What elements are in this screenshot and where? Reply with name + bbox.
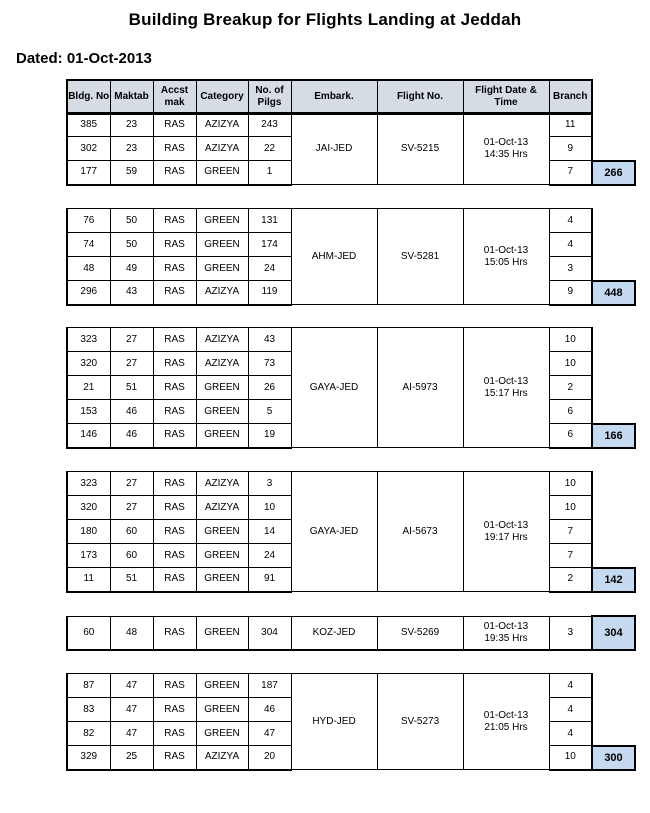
flight-group-table <box>66 112 636 186</box>
accst-mak-cell: RAS <box>153 520 196 544</box>
category-cell: GREEN <box>196 424 248 448</box>
bldg-no-cell: 320 <box>67 352 110 376</box>
pilgs-cell: 24 <box>248 257 291 281</box>
group-total: 304 <box>592 616 635 650</box>
category-cell: GREEN <box>196 544 248 568</box>
maktab-cell: 27 <box>110 496 153 520</box>
embark-cell: JAI-JED <box>291 113 377 185</box>
table-row <box>67 113 635 137</box>
maktab-cell: 48 <box>110 616 153 650</box>
bldg-no-cell: 87 <box>67 674 110 698</box>
blank-cell <box>592 328 635 352</box>
blank-cell <box>592 400 635 424</box>
flight-date-time-cell <box>463 209 549 305</box>
category-cell: GREEN <box>196 674 248 698</box>
page-title: Building Breakup for Flights Landing at Jeddah <box>128 10 522 29</box>
pilgs-cell: 22 <box>248 137 291 161</box>
bldg-no-cell: 323 <box>67 328 110 352</box>
branch-cell: 2 <box>549 568 592 592</box>
bldg-no-cell: 83 <box>67 698 110 722</box>
category-cell: GREEN <box>196 209 248 233</box>
accst-mak-cell: RAS <box>153 400 196 424</box>
group-total: 300 <box>592 746 635 770</box>
branch-cell: 7 <box>549 520 592 544</box>
pilgs-cell: 187 <box>248 674 291 698</box>
category-cell: GREEN <box>196 161 248 185</box>
header-no-of-pilgs: No. of Pilgs <box>248 80 291 114</box>
flight-no-cell: SV-5269 <box>377 616 463 650</box>
blank-cell <box>592 472 635 496</box>
bldg-no-cell: 82 <box>67 722 110 746</box>
flight-group <box>66 673 636 771</box>
accst-mak-cell: RAS <box>153 328 196 352</box>
category-cell: AZIZYA <box>196 472 248 496</box>
accst-mak-cell: RAS <box>153 113 196 137</box>
blank-cell <box>592 698 635 722</box>
category-cell: GREEN <box>196 698 248 722</box>
maktab-cell: 46 <box>110 400 153 424</box>
maktab-cell: 25 <box>110 746 153 770</box>
branch-cell: 9 <box>549 281 592 305</box>
bldg-no-cell: 60 <box>67 616 110 650</box>
bldg-no-cell: 323 <box>67 472 110 496</box>
accst-mak-cell: RAS <box>153 352 196 376</box>
accst-mak-cell: RAS <box>153 544 196 568</box>
flight-date: 01-Oct-13 <box>483 620 529 632</box>
branch-cell: 10 <box>549 328 592 352</box>
bldg-no-cell: 11 <box>67 568 110 592</box>
embark-cell: HYD-JED <box>291 674 377 770</box>
maktab-cell: 27 <box>110 328 153 352</box>
branch-cell: 3 <box>549 616 592 650</box>
pilgs-cell: 119 <box>248 281 291 305</box>
bldg-no-cell: 153 <box>67 400 110 424</box>
maktab-cell: 46 <box>110 424 153 448</box>
category-cell: GREEN <box>196 520 248 544</box>
header-flight-no: Flight No. <box>377 80 463 114</box>
flight-no-cell: SV-5215 <box>377 113 463 185</box>
flight-group <box>66 208 636 306</box>
maktab-cell: 59 <box>110 161 153 185</box>
header-category: Category <box>196 80 248 114</box>
pilgs-cell: 73 <box>248 352 291 376</box>
flight-date-time-cell <box>463 616 549 650</box>
category-cell: GREEN <box>196 400 248 424</box>
accst-mak-cell: RAS <box>153 568 196 592</box>
maktab-cell: 47 <box>110 698 153 722</box>
flight-group-table <box>66 615 636 651</box>
flight-group-table <box>66 673 636 771</box>
bldg-no-cell: 74 <box>67 233 110 257</box>
table-row <box>67 616 635 650</box>
pilgs-cell: 10 <box>248 496 291 520</box>
blank-cell <box>592 257 635 281</box>
blank-cell <box>592 674 635 698</box>
blank-cell <box>592 113 635 137</box>
bldg-no-cell: 329 <box>67 746 110 770</box>
flight-date-time-cell <box>463 674 549 770</box>
blank-cell <box>592 520 635 544</box>
maktab-cell: 51 <box>110 376 153 400</box>
accst-mak-cell: RAS <box>153 698 196 722</box>
flight-no-cell: AI-5673 <box>377 472 463 592</box>
branch-cell: 7 <box>549 544 592 568</box>
blank-cell <box>592 209 635 233</box>
group-total: 166 <box>592 424 635 448</box>
pilgs-cell: 26 <box>248 376 291 400</box>
pilgs-cell: 5 <box>248 400 291 424</box>
branch-cell: 2 <box>549 376 592 400</box>
category-cell: GREEN <box>196 722 248 746</box>
embark-cell: KOZ-JED <box>291 616 377 650</box>
bldg-no-cell: 173 <box>67 544 110 568</box>
branch-cell: 4 <box>549 209 592 233</box>
accst-mak-cell: RAS <box>153 674 196 698</box>
category-cell: AZIZYA <box>196 113 248 137</box>
maktab-cell: 47 <box>110 722 153 746</box>
table-row <box>67 472 635 496</box>
accst-mak-cell: RAS <box>153 722 196 746</box>
bldg-no-cell: 48 <box>67 257 110 281</box>
branch-cell: 4 <box>549 722 592 746</box>
branch-cell: 10 <box>549 472 592 496</box>
category-cell: GREEN <box>196 233 248 257</box>
blank-cell <box>592 352 635 376</box>
flight-time: 19:17 Hrs <box>484 531 528 543</box>
maktab-cell: 27 <box>110 352 153 376</box>
flight-no-cell: SV-5281 <box>377 209 463 305</box>
accst-mak-cell: RAS <box>153 161 196 185</box>
branch-cell: 10 <box>549 496 592 520</box>
flight-date: 01-Oct-13 <box>483 136 529 148</box>
table-row <box>67 328 635 352</box>
pilgs-cell: 14 <box>248 520 291 544</box>
pilgs-cell: 131 <box>248 209 291 233</box>
table-row <box>67 209 635 233</box>
flight-time: 15:05 Hrs <box>484 256 528 268</box>
pilgs-cell: 20 <box>248 746 291 770</box>
flight-group-table <box>66 471 636 593</box>
branch-cell: 10 <box>549 746 592 770</box>
pilgs-cell: 24 <box>248 544 291 568</box>
branch-cell: 4 <box>549 698 592 722</box>
maktab-cell: 60 <box>110 520 153 544</box>
dated-label: Dated: 01-Oct-2013 <box>16 50 152 67</box>
category-cell: GREEN <box>196 376 248 400</box>
accst-mak-cell: RAS <box>153 746 196 770</box>
maktab-cell: 47 <box>110 674 153 698</box>
header-bldg-no: Bldg. No <box>67 80 110 114</box>
category-cell: GREEN <box>196 257 248 281</box>
accst-mak-cell: RAS <box>153 376 196 400</box>
embark-cell: GAYA-JED <box>291 328 377 448</box>
accst-mak-cell: RAS <box>153 281 196 305</box>
maktab-cell: 50 <box>110 209 153 233</box>
pilgs-cell: 304 <box>248 616 291 650</box>
accst-mak-cell: RAS <box>153 496 196 520</box>
pilgs-cell: 1 <box>248 161 291 185</box>
pilgs-cell: 243 <box>248 113 291 137</box>
flight-no-cell: SV-5273 <box>377 674 463 770</box>
flight-date: 01-Oct-13 <box>483 244 529 256</box>
pilgs-cell: 43 <box>248 328 291 352</box>
blank-cell <box>592 376 635 400</box>
accst-mak-cell: RAS <box>153 257 196 281</box>
flight-group <box>66 112 636 186</box>
blank-cell <box>592 496 635 520</box>
flight-date-time-cell <box>463 472 549 592</box>
category-cell: GREEN <box>196 616 248 650</box>
blank-cell <box>592 233 635 257</box>
branch-cell: 6 <box>549 400 592 424</box>
branch-cell: 11 <box>549 113 592 137</box>
pilgs-cell: 174 <box>248 233 291 257</box>
maktab-cell: 23 <box>110 137 153 161</box>
pilgs-cell: 91 <box>248 568 291 592</box>
maktab-cell: 23 <box>110 113 153 137</box>
bldg-no-cell: 385 <box>67 113 110 137</box>
flight-time: 21:05 Hrs <box>484 721 528 733</box>
branch-cell: 7 <box>549 161 592 185</box>
header-accst-mak: Accst mak <box>153 80 196 114</box>
category-cell: AZIZYA <box>196 352 248 376</box>
bldg-no-cell: 180 <box>67 520 110 544</box>
bldg-no-cell: 21 <box>67 376 110 400</box>
flight-time: 19:35 Hrs <box>484 632 528 644</box>
accst-mak-cell: RAS <box>153 137 196 161</box>
flight-group <box>66 471 636 593</box>
flight-time: 15:17 Hrs <box>484 387 528 399</box>
branch-cell: 6 <box>549 424 592 448</box>
category-cell: GREEN <box>196 568 248 592</box>
category-cell: AZIZYA <box>196 496 248 520</box>
branch-cell: 4 <box>549 674 592 698</box>
pilgs-cell: 46 <box>248 698 291 722</box>
flight-group-table <box>66 208 636 306</box>
maktab-cell: 60 <box>110 544 153 568</box>
flight-group-table <box>66 327 636 449</box>
blank-cell <box>592 722 635 746</box>
bldg-no-cell: 146 <box>67 424 110 448</box>
blank-cell <box>592 137 635 161</box>
maktab-cell: 51 <box>110 568 153 592</box>
column-header-row <box>66 79 593 115</box>
flight-date: 01-Oct-13 <box>483 375 529 387</box>
flight-date-time-cell <box>463 328 549 448</box>
accst-mak-cell: RAS <box>153 209 196 233</box>
group-total: 266 <box>592 161 635 185</box>
flight-date: 01-Oct-13 <box>483 709 529 721</box>
flight-group <box>66 327 636 449</box>
pilgs-cell: 3 <box>248 472 291 496</box>
table-row <box>67 674 635 698</box>
maktab-cell: 49 <box>110 257 153 281</box>
accst-mak-cell: RAS <box>153 424 196 448</box>
group-total: 142 <box>592 568 635 592</box>
header-maktab: Maktab <box>110 80 153 114</box>
branch-cell: 3 <box>549 257 592 281</box>
header-embark: Embark. <box>291 80 377 114</box>
branch-cell: 10 <box>549 352 592 376</box>
bldg-no-cell: 76 <box>67 209 110 233</box>
category-cell: AZIZYA <box>196 281 248 305</box>
header-flight-date-time: Flight Date & Time <box>463 80 549 114</box>
maktab-cell: 43 <box>110 281 153 305</box>
pilgs-cell: 19 <box>248 424 291 448</box>
blank-cell <box>592 544 635 568</box>
bldg-no-cell: 302 <box>67 137 110 161</box>
accst-mak-cell: RAS <box>153 472 196 496</box>
bldg-no-cell: 177 <box>67 161 110 185</box>
flight-date-time-cell <box>463 113 549 185</box>
embark-cell: AHM-JED <box>291 209 377 305</box>
category-cell: AZIZYA <box>196 746 248 770</box>
flight-group <box>66 615 636 651</box>
group-total: 448 <box>592 281 635 305</box>
flight-date: 01-Oct-13 <box>483 519 529 531</box>
branch-cell: 9 <box>549 137 592 161</box>
maktab-cell: 27 <box>110 472 153 496</box>
maktab-cell: 50 <box>110 233 153 257</box>
bldg-no-cell: 296 <box>67 281 110 305</box>
pilgs-cell: 47 <box>248 722 291 746</box>
category-cell: AZIZYA <box>196 137 248 161</box>
accst-mak-cell: RAS <box>153 616 196 650</box>
category-cell: AZIZYA <box>196 328 248 352</box>
accst-mak-cell: RAS <box>153 233 196 257</box>
flight-no-cell: AI-5973 <box>377 328 463 448</box>
branch-cell: 4 <box>549 233 592 257</box>
embark-cell: GAYA-JED <box>291 472 377 592</box>
header-branch: Branch <box>549 80 592 114</box>
flight-time: 14:35 Hrs <box>484 148 528 160</box>
bldg-no-cell: 320 <box>67 496 110 520</box>
